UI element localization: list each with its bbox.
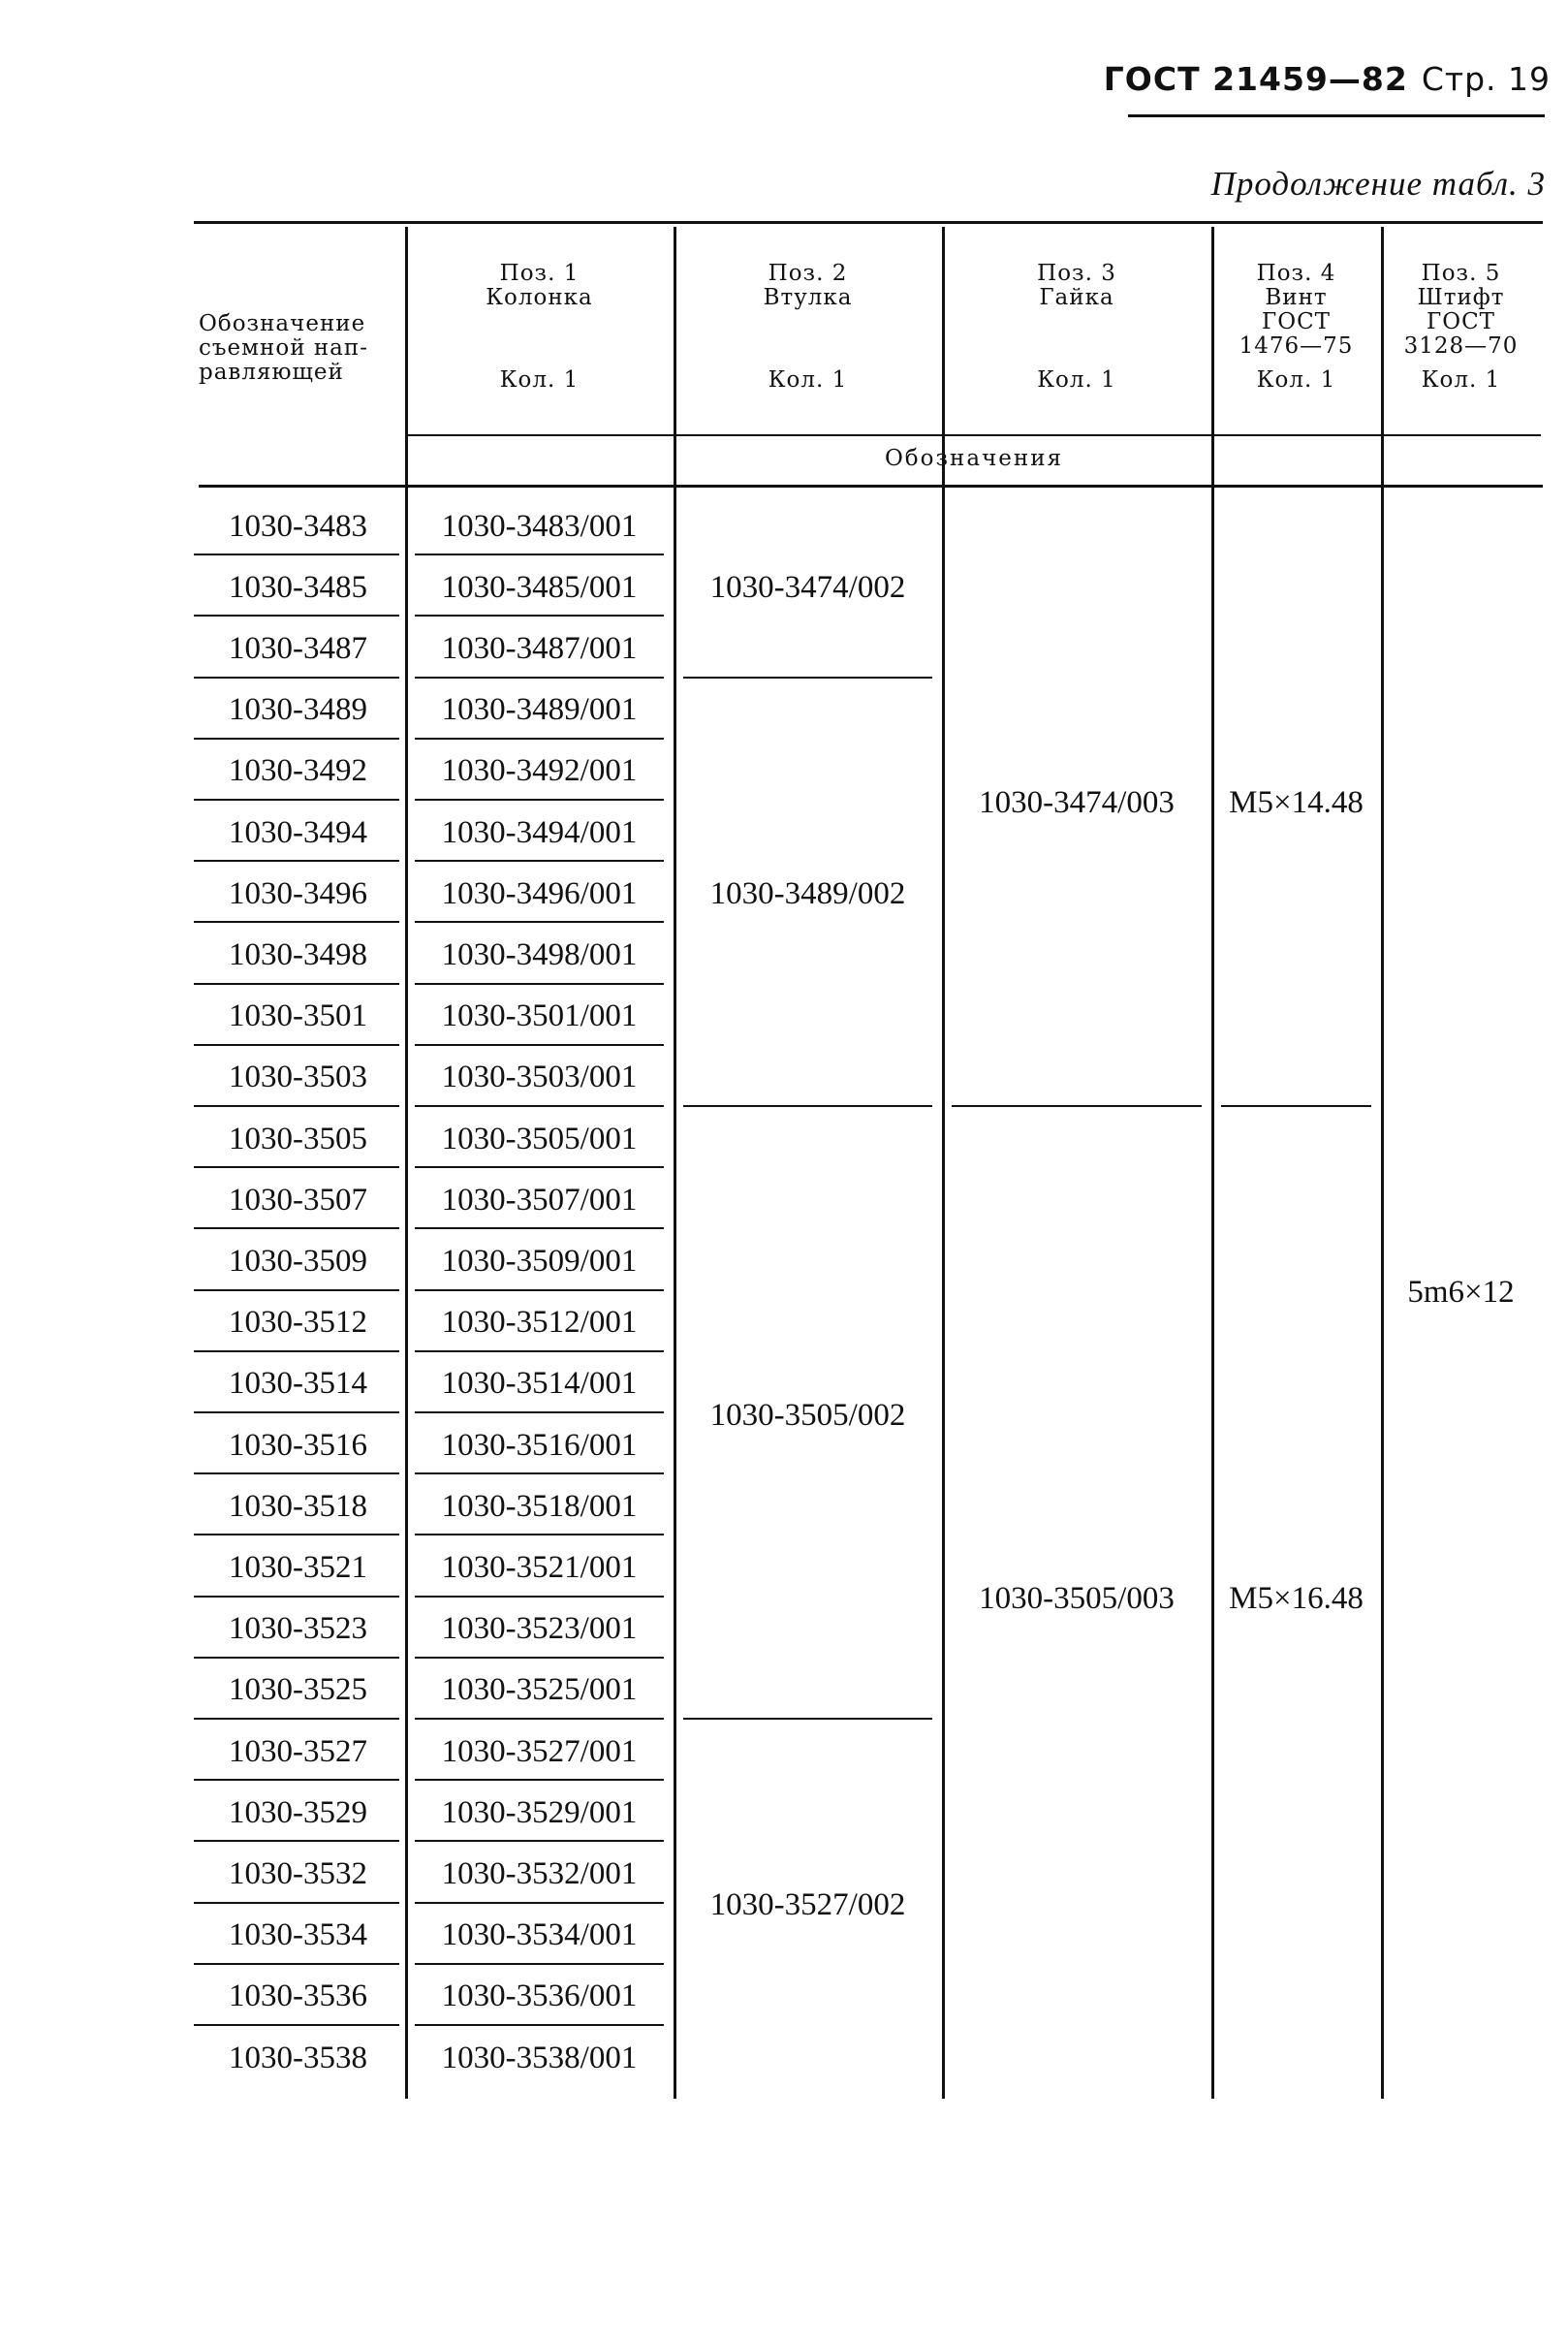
column-item-name: Винт bbox=[1265, 285, 1328, 310]
designation-cell: 1030-3523 bbox=[229, 1611, 367, 1647]
row-rule bbox=[415, 1718, 664, 1720]
pos3-group-cell: 1030-3474/003 bbox=[979, 784, 1175, 820]
pos1-cell: 1030-3529/001 bbox=[441, 1794, 638, 1830]
row-rule bbox=[415, 921, 664, 923]
column-header bbox=[948, 262, 1206, 427]
column-item-name: Гайка bbox=[1039, 285, 1114, 310]
row-rule bbox=[194, 1105, 399, 1107]
row-rule bbox=[415, 738, 664, 740]
pos1-cell: 1030-3527/001 bbox=[441, 1733, 638, 1769]
column-position: Поз. 2 bbox=[768, 261, 848, 286]
pos1-cell: 1030-3516/001 bbox=[441, 1427, 638, 1463]
row-rule bbox=[415, 1105, 664, 1107]
column-quantity: Кол. 1 bbox=[1421, 367, 1501, 393]
group-rule bbox=[683, 1718, 932, 1720]
pos2-group-cell: 1030-3474/002 bbox=[709, 570, 906, 606]
pos2-group-cell: 1030-3505/002 bbox=[709, 1397, 906, 1433]
column-quantity: Кол. 1 bbox=[1256, 367, 1336, 393]
pos1-cell: 1030-3507/001 bbox=[441, 1182, 638, 1218]
row-rule bbox=[194, 1227, 399, 1229]
designation-cell: 1030-3509 bbox=[229, 1243, 367, 1279]
row-rule bbox=[415, 1227, 664, 1229]
pos1-cell: 1030-3501/001 bbox=[441, 998, 638, 1034]
pos1-cell: 1030-3503/001 bbox=[441, 1060, 638, 1095]
pos1-cell: 1030-3498/001 bbox=[441, 936, 638, 972]
row-rule bbox=[194, 1657, 399, 1659]
pos1-cell: 1030-3514/001 bbox=[441, 1366, 638, 1402]
row-rule bbox=[415, 1411, 664, 1413]
pos1-cell: 1030-3496/001 bbox=[441, 875, 638, 911]
designation-cell: 1030-3518 bbox=[229, 1488, 367, 1524]
row-rule bbox=[194, 615, 399, 617]
row-rule bbox=[415, 2024, 664, 2026]
row-rule bbox=[194, 1411, 399, 1413]
row-rule bbox=[194, 921, 399, 923]
designation-cell: 1030-3501 bbox=[229, 998, 367, 1034]
row-rule bbox=[415, 799, 664, 801]
designation-cell: 1030-3503 bbox=[229, 1060, 367, 1095]
designation-cell: 1030-3538 bbox=[229, 2040, 367, 2075]
designation-cell: 1030-3527 bbox=[229, 1733, 367, 1769]
row-rule bbox=[415, 1779, 664, 1781]
row-rule bbox=[194, 1534, 399, 1535]
row-rule bbox=[194, 983, 399, 985]
table-caption: Продолжение табл. 3 bbox=[1210, 165, 1546, 203]
pos1-cell: 1030-3525/001 bbox=[441, 1672, 638, 1708]
column-header bbox=[411, 262, 668, 427]
column-item-name: Втулка bbox=[763, 285, 853, 310]
pos1-cell: 1030-3483/001 bbox=[441, 508, 638, 544]
row-rule bbox=[194, 1350, 399, 1352]
row-rule bbox=[194, 1289, 399, 1291]
pos1-cell: 1030-3509/001 bbox=[441, 1243, 638, 1279]
pos1-cell: 1030-3485/001 bbox=[441, 569, 638, 605]
pos1-cell: 1030-3523/001 bbox=[441, 1611, 638, 1647]
row-rule bbox=[415, 1657, 664, 1659]
row-rule bbox=[194, 1840, 399, 1842]
pos4-group-cell: М5×14.48 bbox=[1229, 784, 1364, 820]
pos2-group-cell: 1030-3489/002 bbox=[709, 876, 906, 912]
column-divider bbox=[1381, 227, 1384, 2099]
designation-cell: 1030-3492 bbox=[229, 753, 367, 789]
pos1-cell: 1030-3494/001 bbox=[441, 814, 638, 850]
pos1-cell: 1030-3534/001 bbox=[441, 1917, 638, 1953]
row-rule bbox=[194, 1472, 399, 1474]
pos1-cell: 1030-3532/001 bbox=[441, 1855, 638, 1891]
pos1-cell: 1030-3492/001 bbox=[441, 753, 638, 789]
pos1-cell: 1030-3536/001 bbox=[441, 1978, 638, 2014]
row-rule bbox=[194, 1718, 399, 1720]
pos2-group-cell: 1030-3527/002 bbox=[709, 1887, 906, 1923]
column-quantity: Кол. 1 bbox=[768, 367, 848, 393]
designation-cell: 1030-3489 bbox=[229, 692, 367, 728]
standard-number: ГОСТ 21459—82 bbox=[1103, 60, 1408, 98]
designation-cell: 1030-3516 bbox=[229, 1427, 367, 1463]
column-item-name: Колонка bbox=[486, 285, 593, 310]
designation-cell: 1030-3514 bbox=[229, 1366, 367, 1402]
designation-cell: 1030-3494 bbox=[229, 814, 367, 850]
pos1-cell: 1030-3518/001 bbox=[441, 1488, 638, 1524]
designation-cell: 1030-3496 bbox=[229, 875, 367, 911]
pos4-group-cell: М5×16.48 bbox=[1229, 1581, 1364, 1617]
column-position: Поз. 3 bbox=[1037, 261, 1116, 286]
designation-cell: 1030-3536 bbox=[229, 1978, 367, 2014]
column-standard-ref: ГОСТ 1476—75 bbox=[1239, 309, 1354, 359]
row-rule bbox=[415, 1166, 664, 1168]
row-rule bbox=[194, 554, 399, 555]
row-rule bbox=[194, 799, 399, 801]
column-divider bbox=[674, 227, 676, 2099]
row-rule bbox=[415, 1350, 664, 1352]
group-rule bbox=[683, 677, 932, 679]
column-divider bbox=[1211, 227, 1214, 2099]
group-rule bbox=[1221, 1105, 1371, 1107]
designation-cell: 1030-3529 bbox=[229, 1794, 367, 1830]
pos1-cell: 1030-3538/001 bbox=[441, 2040, 638, 2075]
designation-cell: 1030-3521 bbox=[229, 1549, 367, 1585]
designation-cell: 1030-3483 bbox=[229, 508, 367, 544]
designation-cell: 1030-3532 bbox=[229, 1855, 367, 1891]
header-bottom-rule bbox=[199, 485, 1543, 488]
row-rule bbox=[415, 983, 664, 985]
column-quantity: Кол. 1 bbox=[1037, 367, 1116, 393]
row-rule bbox=[415, 1596, 664, 1598]
table-top-rule bbox=[194, 221, 1543, 224]
pos3-group-cell: 1030-3505/003 bbox=[979, 1581, 1175, 1617]
column-divider bbox=[942, 227, 945, 2099]
row-rule bbox=[415, 1472, 664, 1474]
designation-cell: 1030-3507 bbox=[229, 1182, 367, 1218]
row-rule bbox=[194, 1963, 399, 1965]
row-rule bbox=[415, 1044, 664, 1046]
pos1-cell: 1030-3512/001 bbox=[441, 1305, 638, 1341]
row-rule bbox=[415, 554, 664, 555]
designation-cell: 1030-3512 bbox=[229, 1305, 367, 1341]
column-standard-ref: ГОСТ 3128—70 bbox=[1403, 309, 1519, 359]
column-divider bbox=[405, 227, 408, 2099]
designation-cell: 1030-3485 bbox=[229, 569, 367, 605]
column-header bbox=[679, 262, 936, 427]
row-rule bbox=[415, 1534, 664, 1535]
column-position: Поз. 1 bbox=[499, 261, 580, 286]
row-rule bbox=[194, 1596, 399, 1598]
column-quantity: Кол. 1 bbox=[499, 367, 580, 393]
pos1-cell: 1030-3521/001 bbox=[441, 1549, 638, 1585]
group-rule bbox=[683, 1105, 932, 1107]
subheader-designations: Обозначения bbox=[884, 446, 1064, 471]
column-item-name: Штифт bbox=[1417, 285, 1505, 310]
pos5-group-cell: 5m6×12 bbox=[1407, 1275, 1515, 1311]
designation-cell: 1030-3505 bbox=[229, 1121, 367, 1156]
pos1-cell: 1030-3489/001 bbox=[441, 692, 638, 728]
row-rule bbox=[415, 1840, 664, 1842]
column-header bbox=[1217, 262, 1375, 427]
row-rule bbox=[194, 1044, 399, 1046]
designation-cell: 1030-3487 bbox=[229, 630, 367, 666]
column-position: Поз. 5 bbox=[1421, 261, 1501, 286]
row-rule bbox=[415, 1289, 664, 1291]
column-position: Поз. 4 bbox=[1256, 261, 1336, 286]
row-rule bbox=[194, 1166, 399, 1168]
first-column-header: Обозначение съемной нап- равляющей bbox=[199, 311, 368, 385]
row-rule bbox=[194, 860, 399, 862]
designation-cell: 1030-3525 bbox=[229, 1672, 367, 1708]
pos1-cell: 1030-3487/001 bbox=[441, 630, 638, 666]
column-header bbox=[1387, 262, 1535, 427]
row-rule bbox=[194, 677, 399, 679]
page-number: Стр. 19 bbox=[1421, 60, 1551, 98]
row-rule bbox=[415, 615, 664, 617]
row-rule bbox=[415, 860, 664, 862]
row-rule bbox=[415, 1902, 664, 1904]
designation-cell: 1030-3498 bbox=[229, 936, 367, 972]
row-rule bbox=[415, 677, 664, 679]
row-rule bbox=[415, 1963, 664, 1965]
pos1-cell: 1030-3505/001 bbox=[441, 1121, 638, 1156]
row-rule bbox=[194, 738, 399, 740]
subheader-rule bbox=[405, 434, 1541, 436]
row-rule bbox=[194, 1779, 399, 1781]
designation-cell: 1030-3534 bbox=[229, 1917, 367, 1953]
row-rule bbox=[194, 2024, 399, 2026]
row-rule bbox=[194, 1902, 399, 1904]
group-rule bbox=[952, 1105, 1202, 1107]
